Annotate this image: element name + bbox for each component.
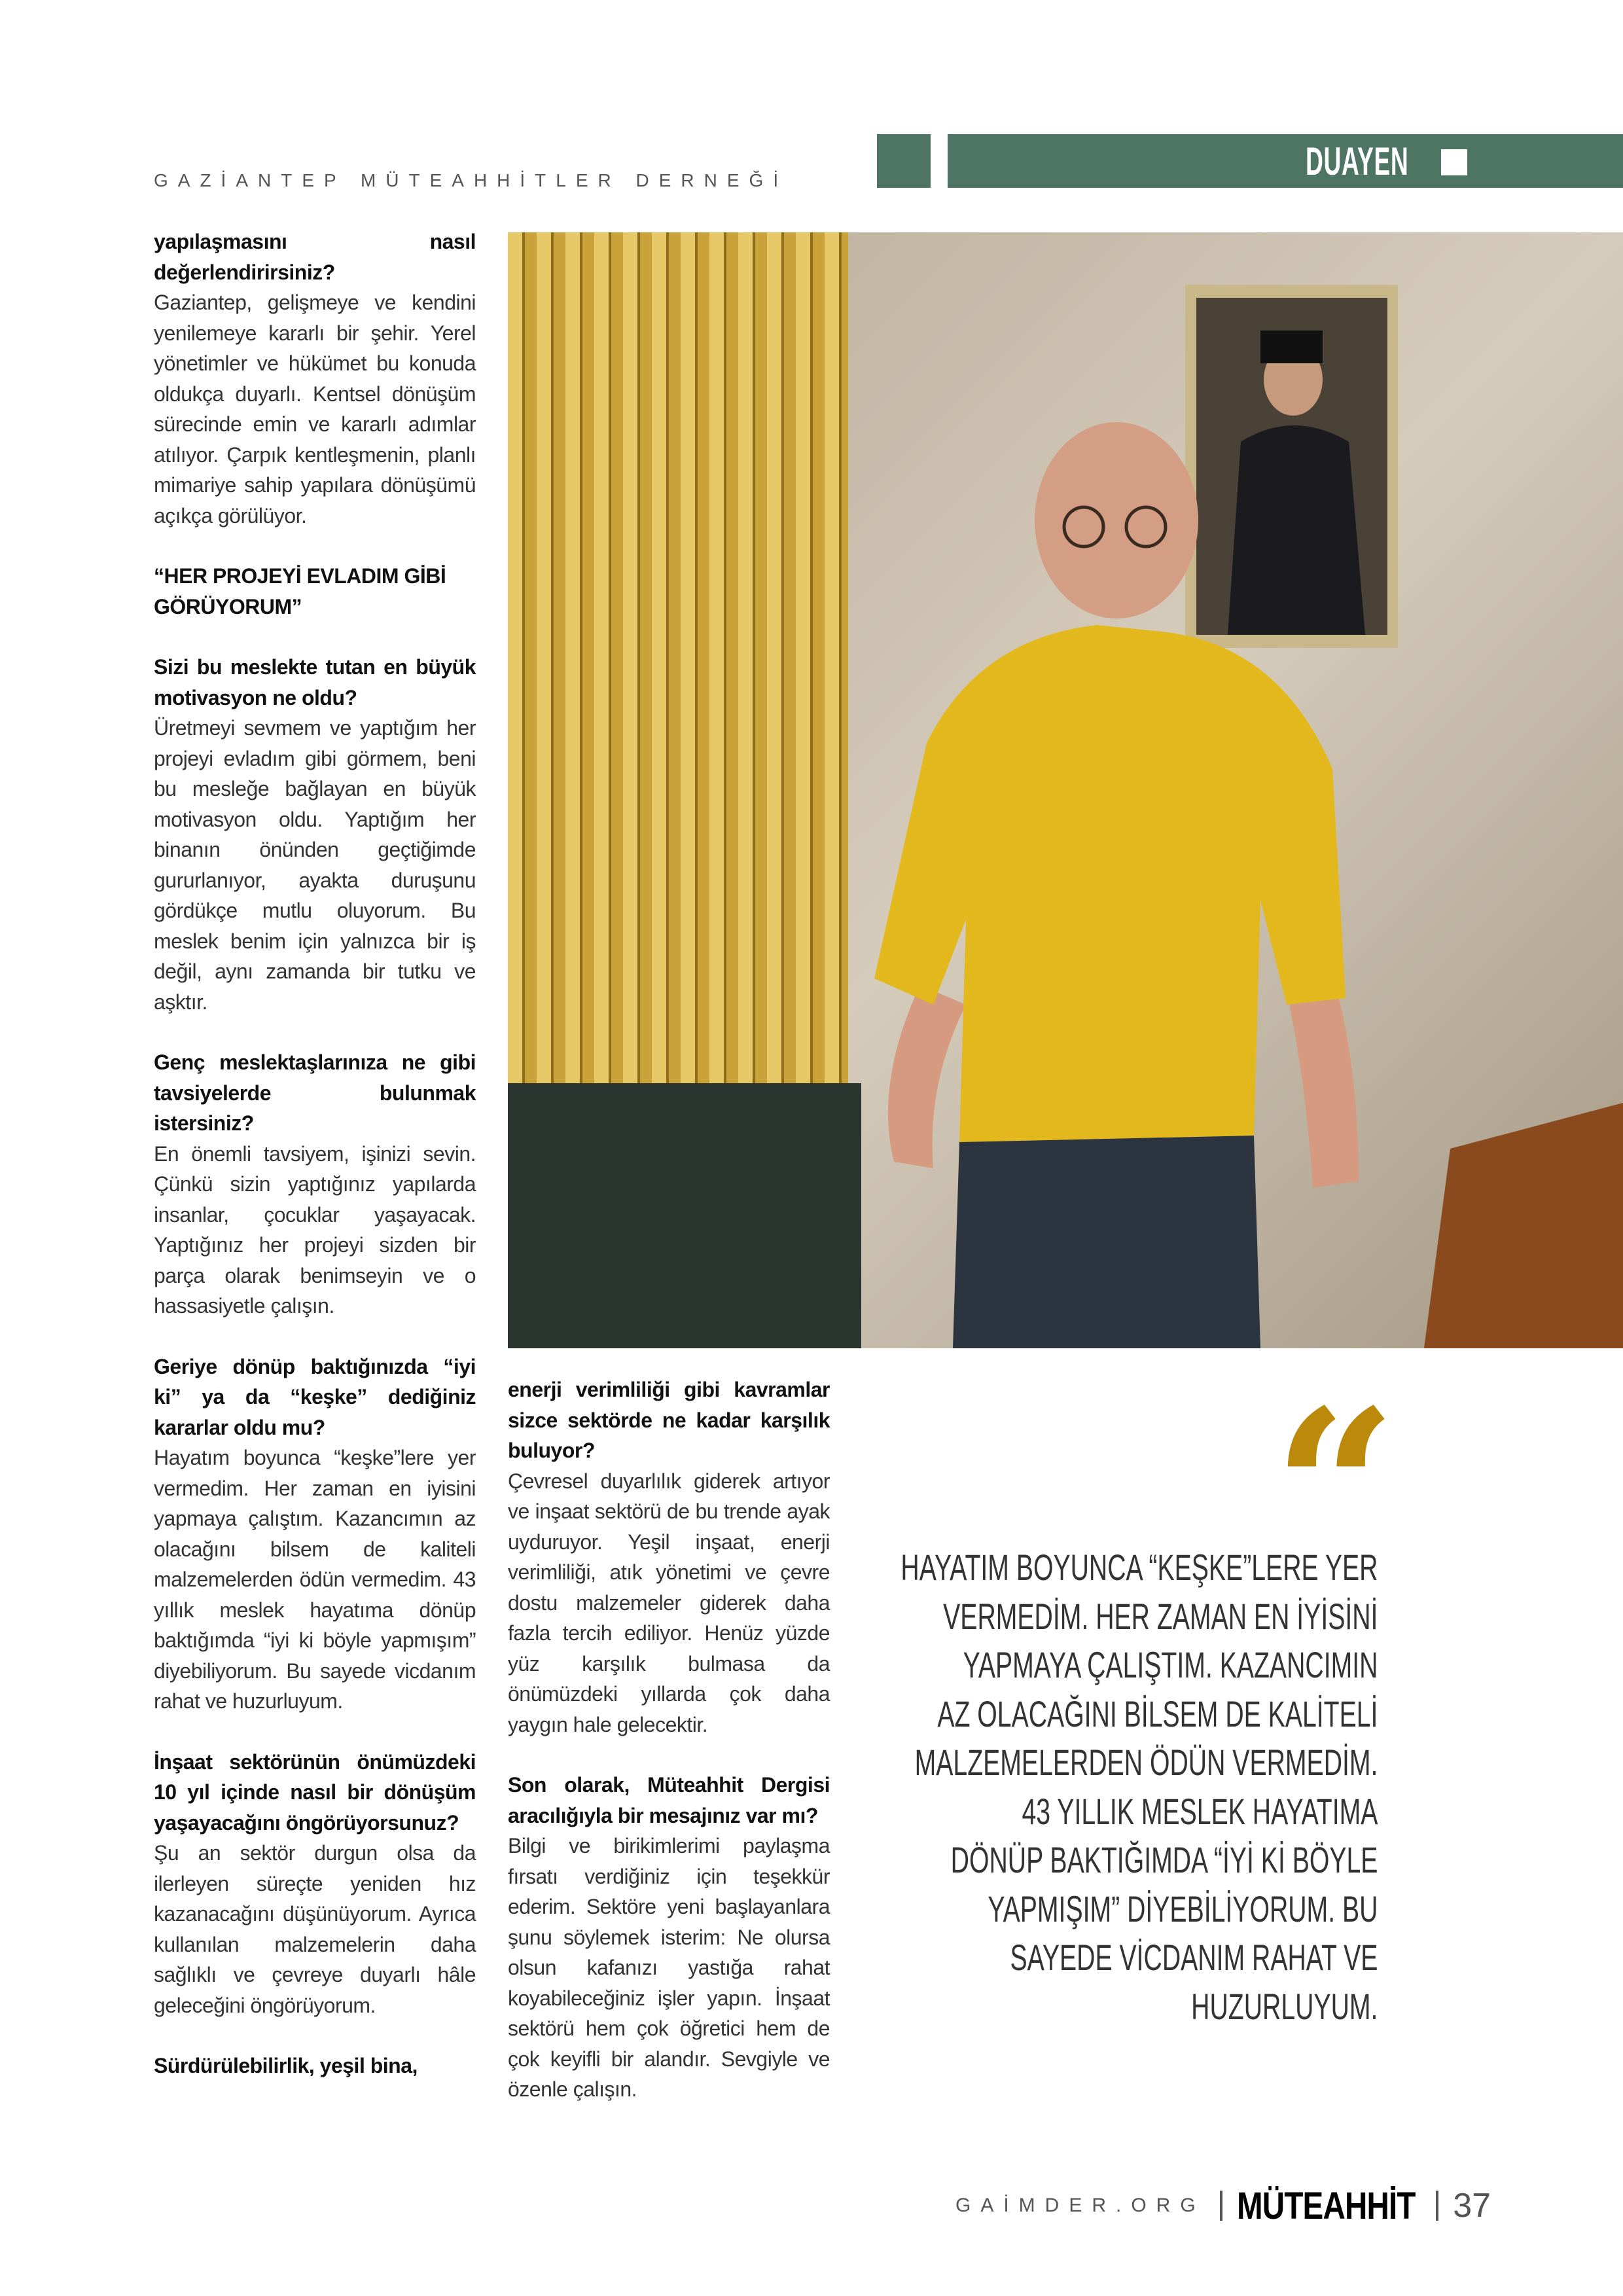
pull-quote-line: AZ OLACAĞINI BİLSEM DE KALİTELİ	[936, 1693, 1378, 1734]
answer: Şu an sektör durgun olsa da ilerleyen süreçte yeniden hız kazanacağını düşünüyorum. Ayrıca kullanılan malzemelerin daha sağlıklı ve çevreye duyarlı hâle geleceğini öngörüyorum.	[154, 1841, 476, 2017]
pull-quote-line: MALZEMELERDEN ÖDÜN VERMEDİM.	[914, 1742, 1378, 1783]
pull-quote-line: SAYEDE VİCDANIM RAHAT VE	[1010, 1937, 1378, 1978]
question: Son olarak, Müteahhit Dergisi aracılığıyla bir mesajınız var mı?	[508, 1773, 830, 1827]
question: yapılaşmasını nasıl değerlendirirsiniz?	[154, 230, 476, 284]
answer: Gaziantep, gelişmeye ve kendini yenilemeye kararlı bir şehir. Yerel yönetimler ve hükümet bu konuda oldukça duyarlı. Kentsel dönüşüm sürecinde emin ve kararlı adımlar atılıyor. Çarpık kentleşmenin, planlı mimariye sahip yapılara dönüşümü açıkça görülüyor.	[154, 291, 476, 528]
question: enerji verimliliği gibi kavramlar sizce sektörde ne kadar karşılık buluyor?	[508, 1378, 830, 1462]
question: İnşaat sektörünün önümüzdeki 10 yıl içinde nasıl bir dönüşüm yaşayacağını öngörüyorsunuz?	[154, 1749, 476, 1835]
answer: Bilgi ve birikimlerimi paylaşma fırsatı verdiğiniz için teşekkür ederim. Sektöre yeni başlayanlara şunu söylemek isterim: Ne olursa olsun kafanızı yastığa rahat koyabileceğiniz işler yapın. İnşaat sektörü hem çok öğretici hem de çok keyifli bir alandır. Sevgiyle ve özenle çalışın.	[508, 1834, 830, 2101]
question: Geriye dönüp baktığınızda “iyi ki” ya da “keşke” dediğiniz kararlar oldu mu?	[154, 1354, 476, 1439]
subheading: “HER PROJEYİ EVLADIM GİBİ GÖRÜYORUM”	[154, 564, 446, 619]
question: Genç meslektaşlarınıza ne gibi tavsiyelerde bulunmak istersiniz?	[154, 1050, 476, 1135]
answer: En önemli tavsiyem, işinizi sevin. Çünkü sizin yaptığınız yapılarda insanlar, çocuklar yaşayacak. Yaptığınız her projeyi sizden bir parça olarak benimseyin ve o hassasiyetle çalışın.	[154, 1141, 476, 1318]
quote-mark-icon: “	[1273, 1362, 1397, 1616]
section-bar	[948, 134, 1623, 188]
pull-quote-line: DÖNÜP BAKTIĞIMDA “İYİ Kİ BÖYLE	[950, 1839, 1378, 1880]
answer: Hayatım boyunca “keşke”lere yer vermedim. Her zaman en iyisini yapmaya çalıştım. Kazancımın az olacağını bilsem de kaliteli malzemelerden ödün vermedim. 43 yıllık meslek hayatıma dönüp baktığımda “iyi ki böyle yapmışım” diyebiliyorum. Bu sayede vicdanım rahat ve huzurluyum.	[154, 1446, 476, 1713]
section-title: DUAYEN	[1306, 139, 1409, 183]
pull-quote-line: YAPMIŞIM” DİYEBİLİYORUM. BU	[987, 1888, 1378, 1929]
pull-quote-line: YAPMAYA ÇALIŞTIM. KAZANCIMIN	[963, 1644, 1378, 1685]
divider	[1436, 2191, 1438, 2221]
pull-quote-line: 43 YILLIK MESLEK HAYATIMA	[1022, 1790, 1378, 1832]
footer	[955, 2186, 1491, 2225]
section-square-icon	[1441, 149, 1467, 175]
question: Sizi bu meslekte tutan en büyük motivasyon ne oldu?	[154, 655, 476, 709]
pull-quote-line: VERMEDİM. HER ZAMAN EN İYİSİNİ	[942, 1595, 1378, 1637]
magazine-logo: MÜTEAHHİT	[1236, 2184, 1416, 2227]
pull-quote	[696, 1543, 1378, 2031]
footer-site: GAİMDER.ORG	[955, 2195, 1205, 2216]
answer: Üretmeyi sevmem ve yaptığım her projeyi evladım gibi görmem, beni bu mesleğe bağlayan en büyük motivasyon oldu. Yaptığım her binanın önünden geçtiğimde gururlanıyor, ayakta duruşunu gördükçe mutlu oluyorum. Bu meslek benim için yalnızca bir iş değil, aynı zamanda bir tutku ve aşktır.	[154, 716, 476, 1014]
pull-quote-line: HAYATIM BOYUNCA “KEŞKE”LERE YER	[900, 1547, 1378, 1588]
question: Sürdürülebilirlik, yeşil bina,	[154, 2054, 418, 2077]
answer: Çevresel duyarlılık giderek artıyor ve inşaat sektörü de bu trende ayak uyduruyor. Yeşil inşaat, enerji verimliliği, atık yönetimi ve çevre dostu malzemeler giderek daha fazla tercih ediliyor. Henüz yüzde yüz karşılık bulmasa da önümüzdeki yıllarda çok daha yaygın hale gelecektir.	[508, 1469, 830, 1736]
page-number: 37	[1453, 2187, 1491, 2225]
org-name: GAZİANTEP MÜTEAHHİTLER DERNEĞİ	[154, 170, 789, 190]
header-block	[877, 134, 931, 188]
left-column	[154, 226, 476, 2081]
pull-quote-line: HUZURLUYUM.	[1190, 1985, 1378, 2027]
portrait-photo	[508, 232, 1623, 1348]
divider	[1220, 2191, 1222, 2221]
